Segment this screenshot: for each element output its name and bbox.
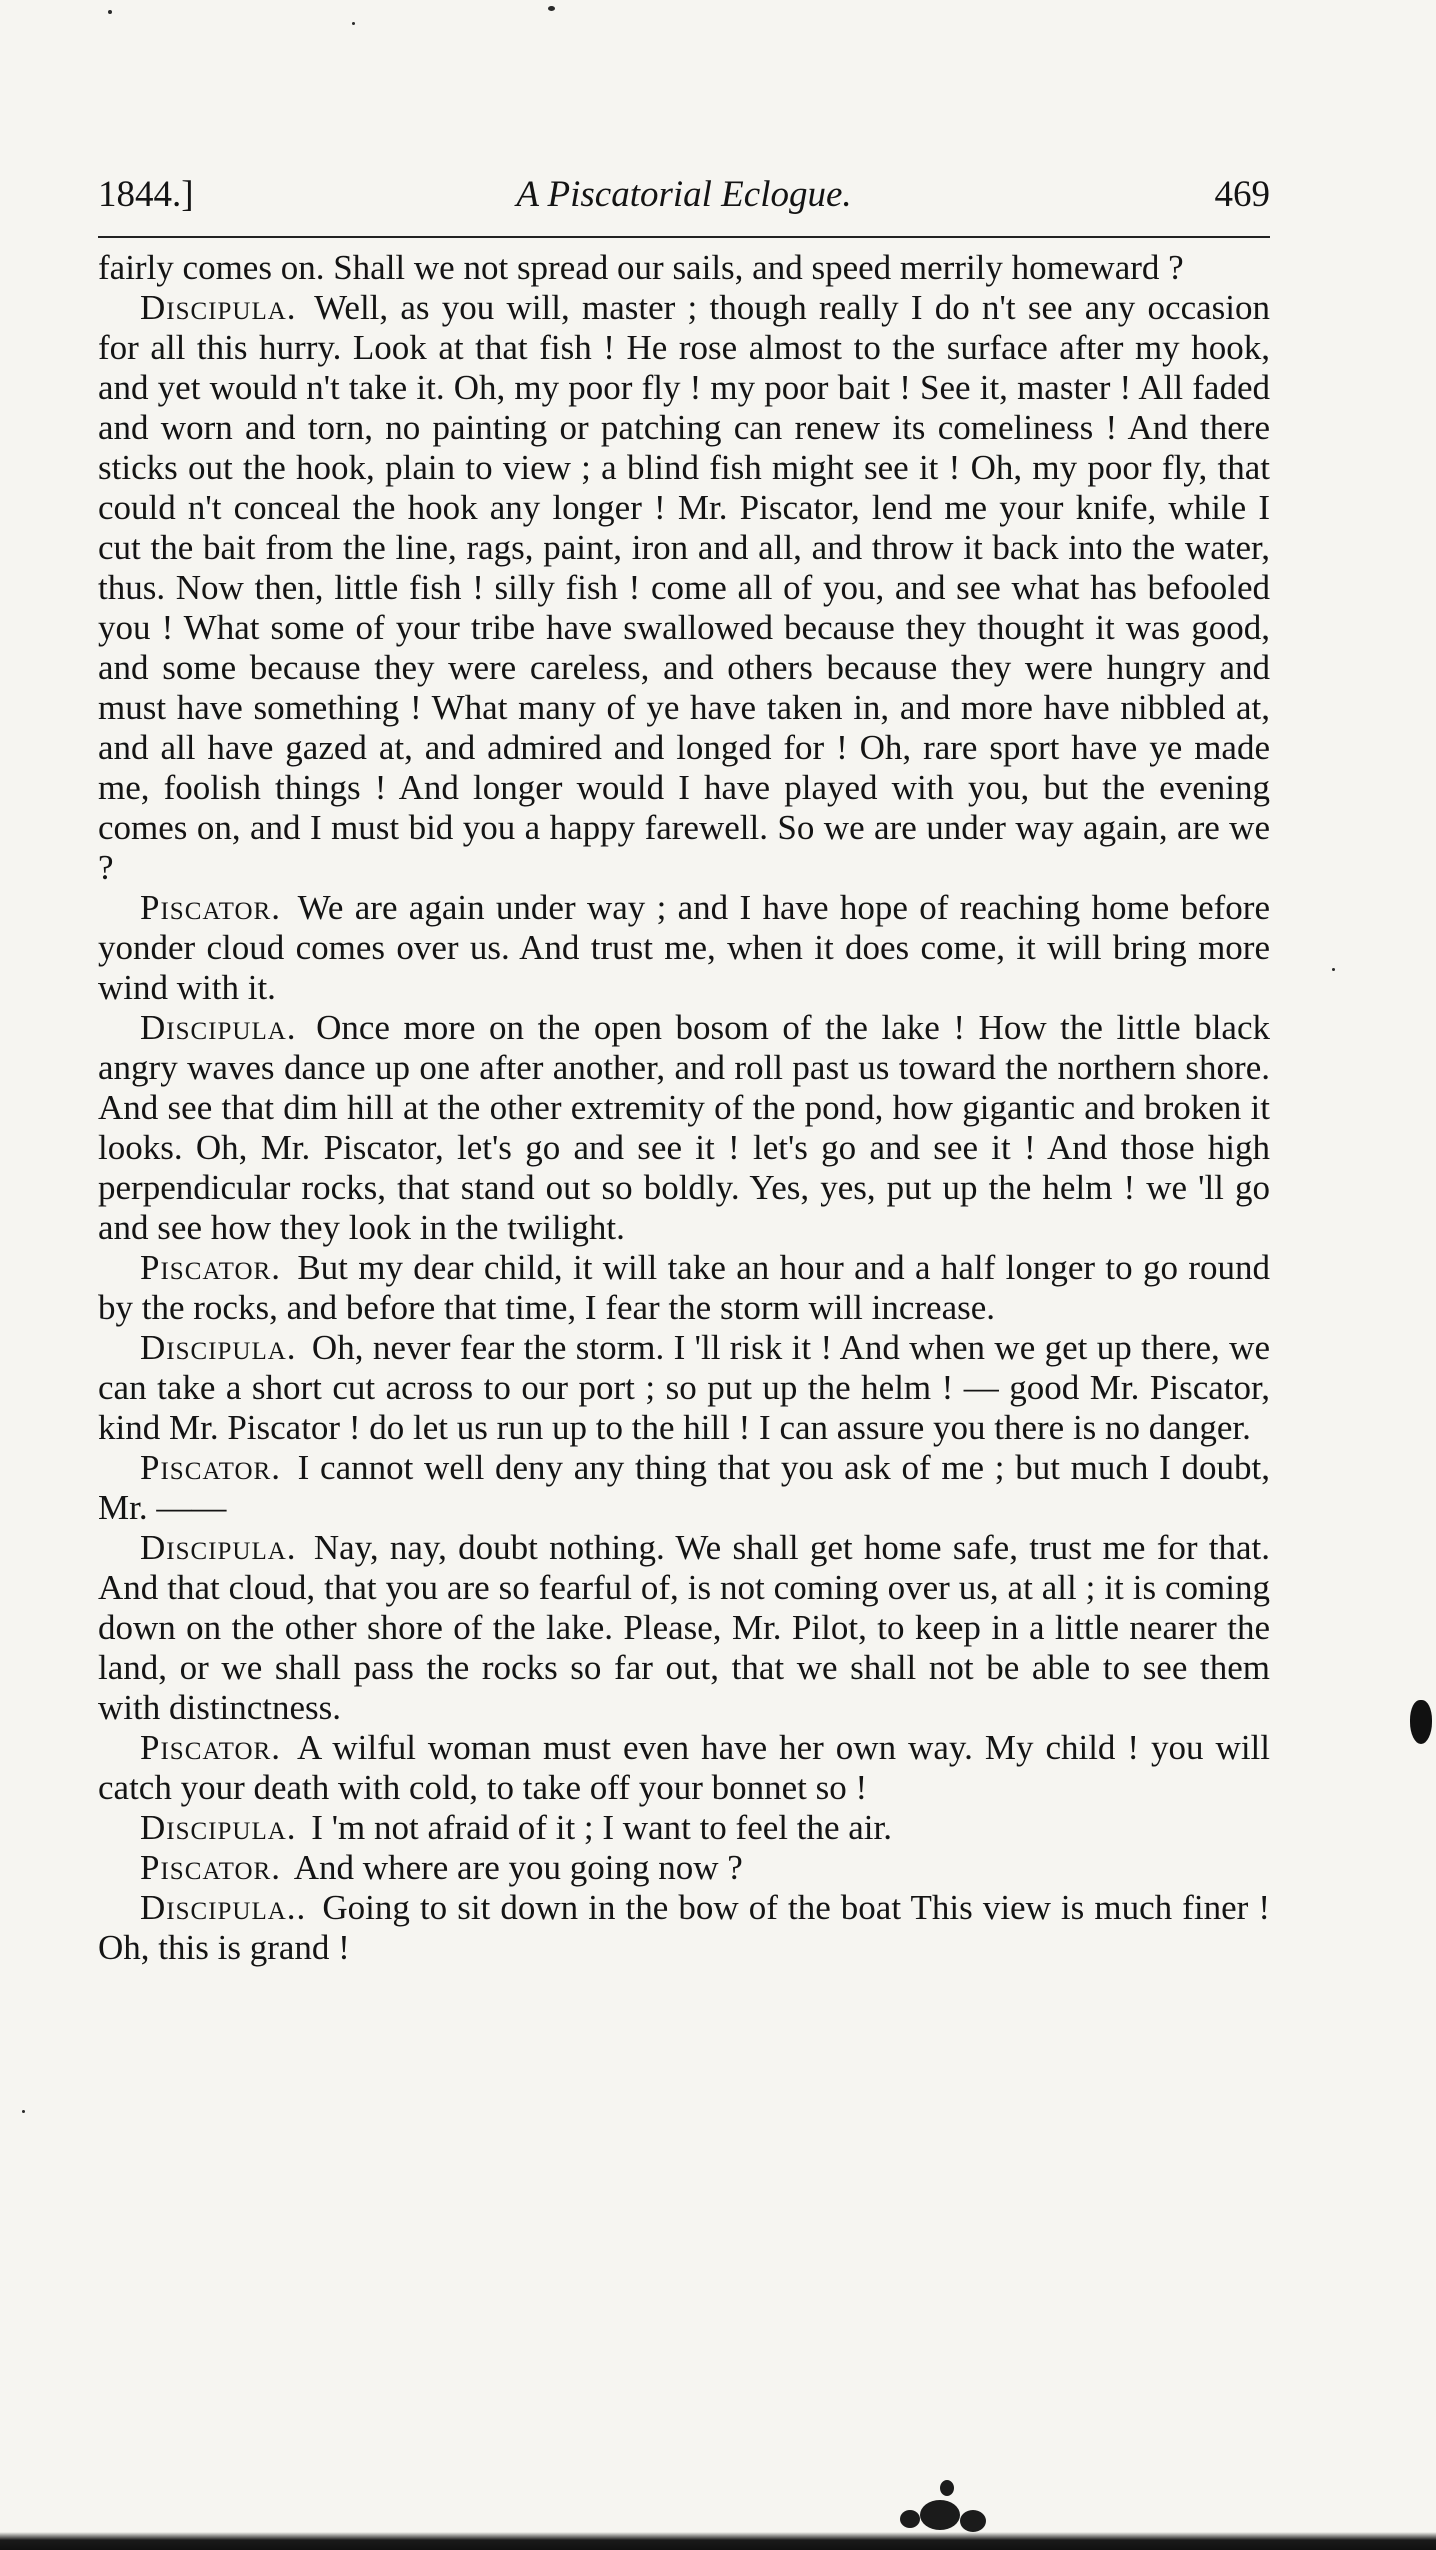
paragraph-text: I 'm not afraid of it ; I want to feel the air. [311,1808,892,1847]
speaker-label: Piscator. [140,1848,281,1887]
speaker-label: Discipula. [140,288,297,327]
body-text [98,248,1270,1968]
scan-speck [1332,968,1335,971]
paragraph-text: I cannot well deny any thing that you ask of me ; but much I doubt, Mr. —— [98,1448,1270,1527]
speaker-label: Piscator. [140,888,281,927]
scan-speck [22,2110,25,2113]
paragraph [98,248,1270,288]
page-bottom-edge [0,2532,1436,2550]
book-page [98,168,1270,1968]
paragraph [98,888,1270,1008]
running-head-title: A Piscatorial Eclogue. [516,174,852,215]
paragraph-text: But my dear child, it will take an hour and a half longer to go round by the rocks, and before that time, I fear the storm will increase. [98,1248,1270,1327]
running-head-year: 1844.] [98,174,194,215]
header-rule [98,236,1270,238]
paragraph [98,1808,1270,1848]
margin-ink-blot [1410,1700,1432,1744]
scan-speck [548,6,555,11]
paragraph [98,1528,1270,1728]
page-number: 469 [1214,174,1270,215]
paragraph [98,1248,1270,1328]
speaker-label: Piscator. [140,1728,281,1767]
scan-speck [108,10,112,14]
paragraph [98,1448,1270,1528]
paragraph-text: Nay, nay, doubt nothing. We shall get home safe, trust me for that. And that cloud, that you are so fearful of, is not coming over us, at all ; it is coming down on the other shore of the lake. Please, Mr. Pilot, to keep in a little nearer the land, or we shall pass the rocks so far out, that we shall not be able to see them with distinctness. [98,1528,1270,1727]
paragraph [98,1008,1270,1248]
speaker-label: Piscator. [140,1248,281,1287]
speaker-label: Piscator. [140,1448,281,1487]
speaker-label: Discipula. [140,1528,297,1567]
paragraph [98,1728,1270,1808]
paragraph-text: Well, as you will, master ; though really I do n't see any occasion for all this hurry. Look at that fish ! He rose almost to the surface after my hook, and yet would n't take it. Oh, my poor fly ! my poor bait ! See it, master ! All faded and worn and torn, no painting or patching can renew its comeliness ! And there sticks out the hook, plain to view ; a blind fish might see it ! Oh, my poor fly, that could n't conceal the hook any longer ! Mr. Piscator, lend me your knife, while I cut the bait from the line, rags, paint, iron and all, and throw it back into the water, thus. Now then, little fish ! silly fish ! come all of you, and see what has befooled you ! What some of your tribe have swallowed because they thought it was good, and some because they were careless, and others because they were hungry and must have something ! What many of ye have taken in, and more have nibbled at, and all have gazed at, and admired and longed for ! Oh, rare sport have ye made me, foolish things ! And longer would I have played with you, but the evening comes on, and I must bid you a happy farewell. So we are under way again, are we ? [98,288,1270,887]
paragraph-text: A wilful woman must even have her own way. My child ! you will catch your death with cold, to take off your bonnet so ! [98,1728,1270,1807]
running-head [98,168,1270,222]
paragraph-text: We are again under way ; and I have hope of reaching home before yonder cloud comes over us. And trust me, when it does come, it will bring more wind with it. [98,888,1270,1007]
paragraph [98,288,1270,888]
speaker-label: Discipula. [140,1008,297,1047]
scan-speck [352,22,355,25]
speaker-label: Discipula.. [140,1888,307,1927]
paragraph-text: Once more on the open bosom of the lake ! How the little black angry waves dance up one after another, and roll past us toward the northern shore. And see that dim hill at the other extremity of the pond, how gigantic and broken it looks. Oh, Mr. Piscator, let's go and see it ! let's go and see it ! And those high perpendicular rocks, that stand out so boldly. Yes, yes, put up the helm ! we 'll go and see how they look in the twilight. [98,1008,1271,1247]
bottom-ink-blot [880,2440,1010,2540]
paragraph-text: Going to sit down in the bow of the boat This view is much finer ! Oh, this is grand ! [98,1888,1270,1967]
paragraph [98,1328,1270,1448]
paragraph-text: And where are you going now ? [293,1848,743,1887]
paragraph-text: Oh, never fear the storm. I 'll risk it ! And when we get up there, we can take a short cut across to our port ; so put up the helm ! — good Mr. Piscator, kind Mr. Piscator ! do let us run up to the hill ! I can assure you there is no danger. [98,1328,1270,1447]
speaker-label: Discipula. [140,1328,297,1367]
speaker-label: Discipula. [140,1808,297,1847]
paragraph [98,1848,1270,1888]
paragraph [98,1888,1270,1968]
paragraph-text: fairly comes on. Shall we not spread our sails, and speed merrily homeward ? [98,248,1184,287]
